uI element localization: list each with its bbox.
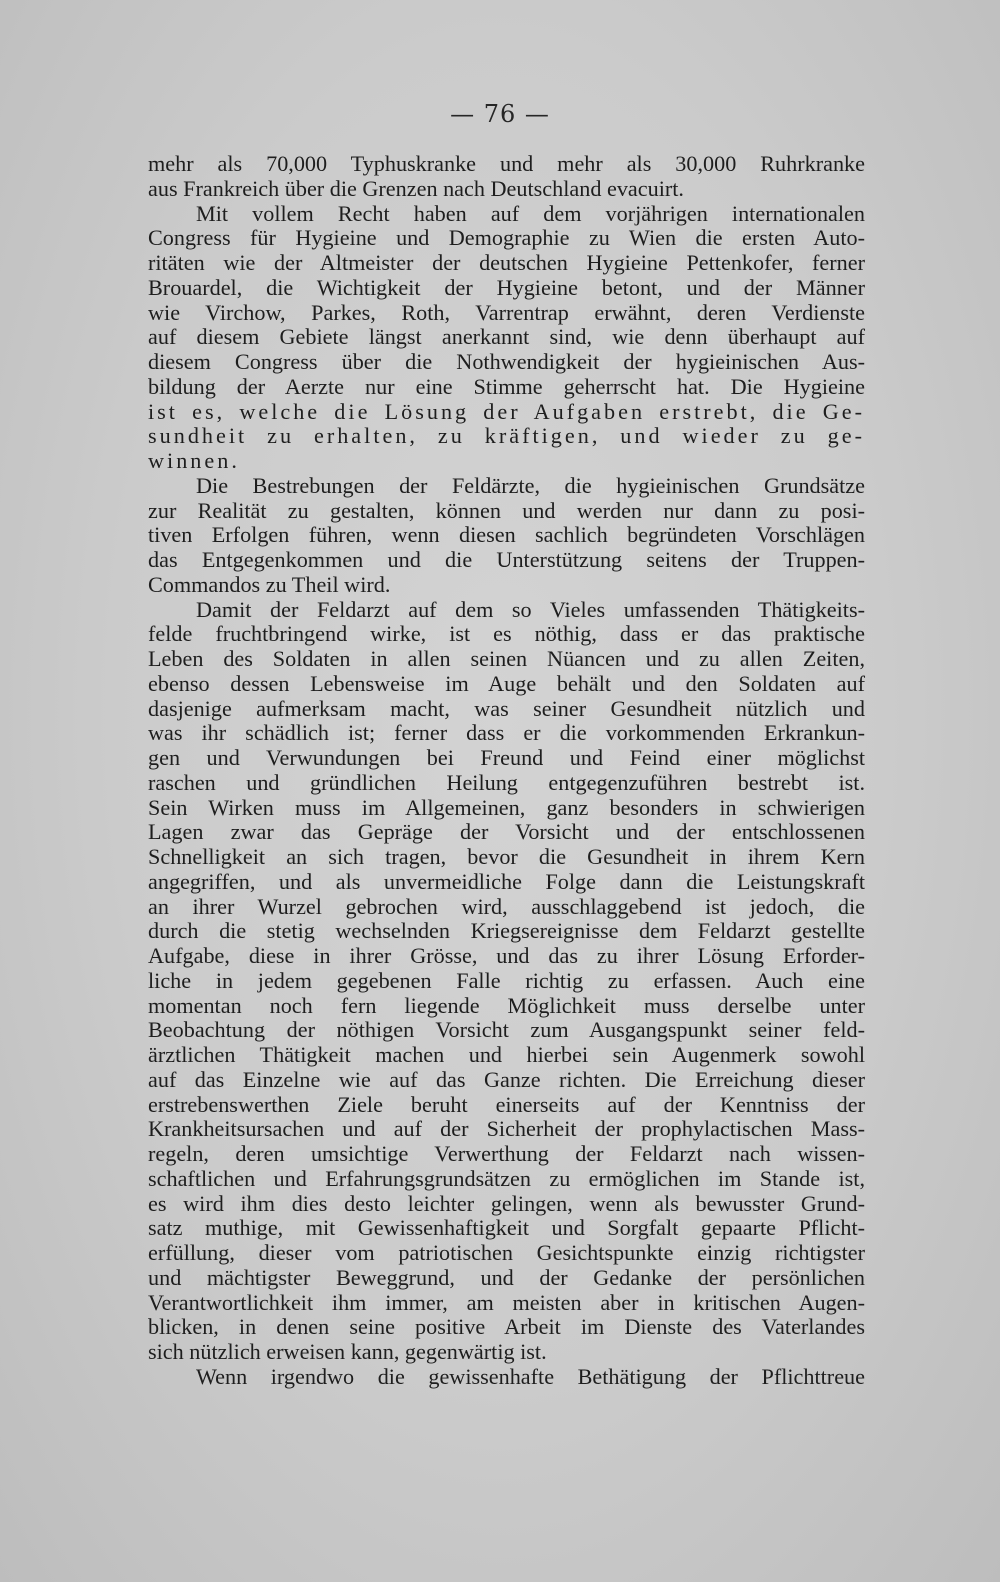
- text-line: gen und Verwundungen bei Freund und Feind einer möglichst: [148, 745, 865, 770]
- page-number: — 76 —: [450, 100, 550, 128]
- text-line: ebenso dessen Lebensweise im Auge behält und den Soldaten auf: [148, 670, 865, 696]
- text-line: ärztlichen Thätigkeit machen und hierbei sein Augenmerk sowohl: [148, 1042, 865, 1067]
- text-line: ritäten wie der Altmeister der deutschen Hygieine Pettenkofer, ferner: [148, 250, 865, 275]
- text-line: was ihr schädlich ist; ferner dass er die vorkommenden Erkrankun-: [148, 720, 865, 746]
- text-line: durch die stetig wechselnden Kriegsereignisse dem Feldarzt gestellte: [148, 918, 865, 944]
- text-line: dasjenige aufmerksam macht, was seiner Gesundheit nützlich und: [148, 695, 865, 721]
- text-line: mehr als 70,000 Typhuskranke und mehr als 30,000 Ruhrkranke: [148, 151, 865, 176]
- text-line: angegriffen, und als unvermeidliche Folge dann die Leistungskraft: [148, 868, 865, 894]
- text-line: Wenn irgendwo die gewissenhafte Bethätigung der Pflichttreue: [196, 1363, 865, 1389]
- text-line: erstrebenswerthen Ziele beruht einerseits auf der Kenntniss der: [148, 1091, 865, 1117]
- text-line: Die Bestrebungen der Feldärzte, die hygieinischen Grundsätze: [196, 472, 865, 498]
- text-line: Mit vollem Recht haben auf dem vorjährigen internationalen: [196, 200, 865, 226]
- text-line: Damit der Feldarzt auf dem so Vieles umfassenden Thätigkeits-: [196, 596, 865, 622]
- text-line: zur Realität zu gestalten, können und werden nur dann zu posi-: [148, 497, 865, 523]
- text-line: regeln, deren umsichtige Verwerthung der Feldarzt nach wissen-: [148, 1141, 865, 1166]
- text-line: aus Frankreich über die Grenzen nach Deutschland evacuirt.: [148, 175, 684, 201]
- text-line: satz muthige, mit Gewissenhaftigkeit und Sorgfalt gepaarte Pflicht-: [148, 1215, 865, 1241]
- text-line: und mächtigster Beweggrund, und der Gedanke der persönlichen: [148, 1264, 865, 1290]
- text-line: sich nützlich erweisen kann, gegenwärtig ist.: [148, 1339, 547, 1364]
- text-line: wie Virchow, Parkes, Roth, Varrentrap erwähnt, deren Verdienste: [148, 299, 865, 325]
- text-line: auf das Einzelne wie auf das Ganze richten. Die Erreichung dieser: [148, 1066, 865, 1092]
- text-line: ist es, welche die Lösung der Aufgaben erstrebt, die Ge-: [148, 398, 865, 424]
- text-line: liche in jedem gegebenen Falle richtig zu erfassen. Auch eine: [148, 967, 865, 993]
- text-line: auf diesem Gebiete längst anerkannt sind, wie denn überhaupt auf: [148, 324, 865, 350]
- text-line: sundheit zu erhalten, zu kräftigen, und wieder zu ge-: [148, 423, 865, 449]
- text-line: an ihrer Wurzel gebrochen wird, ausschlaggebend ist jedoch, die: [148, 893, 865, 919]
- text-line: Beobachtung der nöthigen Vorsicht zum Ausgangspunkt seiner feld-: [148, 1017, 865, 1043]
- text-line: winnen.: [148, 448, 240, 473]
- text-line: Verantwortlichkeit ihm immer, am meisten aber in kritischen Augen-: [148, 1289, 865, 1315]
- text-line: momentan noch fern liegende Möglichkeit muss derselbe unter: [148, 992, 865, 1018]
- text-line: bildung der Aerzte nur eine Stimme geherrscht hat. Die Hygieine: [148, 373, 865, 399]
- body-text: [148, 152, 865, 1390]
- text-line: Commandos zu Theil wird.: [148, 571, 391, 597]
- text-line: das Entgegenkommen und die Unterstützung seitens der Truppen-: [148, 547, 865, 572]
- text-line: Sein Wirken muss im Allgemeinen, ganz besonders in schwierigen: [148, 794, 865, 820]
- text-line: es wird ihm dies desto leichter gelingen, wenn als bewusster Grund-: [148, 1190, 865, 1216]
- text-line: Schnelligkeit an sich tragen, bevor die Gesundheit in ihrem Kern: [148, 844, 865, 869]
- text-line: erfüllung, dieser vom patriotischen Gesichtspunkte einzig richtigster: [148, 1240, 865, 1265]
- text-line: Krankheitsursachen und auf der Sicherheit der prophylactischen Mass-: [148, 1116, 865, 1142]
- text-line: raschen und gründlichen Heilung entgegenzuführen bestrebt ist.: [148, 769, 865, 795]
- text-line: tiven Erfolgen führen, wenn diesen sachlich begründeten Vorschlägen: [148, 522, 865, 548]
- text-line: Brouardel, die Wichtigkeit der Hygieine betont, und der Männer: [148, 274, 865, 300]
- text-line: Aufgabe, diese in ihrer Grösse, und das zu ihrer Lösung Erforder-: [148, 943, 865, 968]
- text-line: Lagen zwar das Gepräge der Vorsicht und der entschlossenen: [148, 819, 865, 845]
- text-line: diesem Congress über die Nothwendigkeit der hygieinischen Aus-: [148, 349, 865, 374]
- text-line: schaftlichen und Erfahrungsgrundsätzen zu ermöglichen im Stande ist,: [148, 1165, 865, 1191]
- text-line: Leben des Soldaten in allen seinen Nüancen und zu allen Zeiten,: [148, 646, 865, 671]
- text-line: felde fruchtbringend wirke, ist es nöthig, dass er das praktische: [148, 621, 865, 647]
- text-line: blicken, in denen seine positive Arbeit im Dienste des Vaterlandes: [148, 1314, 865, 1340]
- text-line: Congress für Hygieine und Demographie zu Wien die ersten Auto-: [148, 225, 865, 251]
